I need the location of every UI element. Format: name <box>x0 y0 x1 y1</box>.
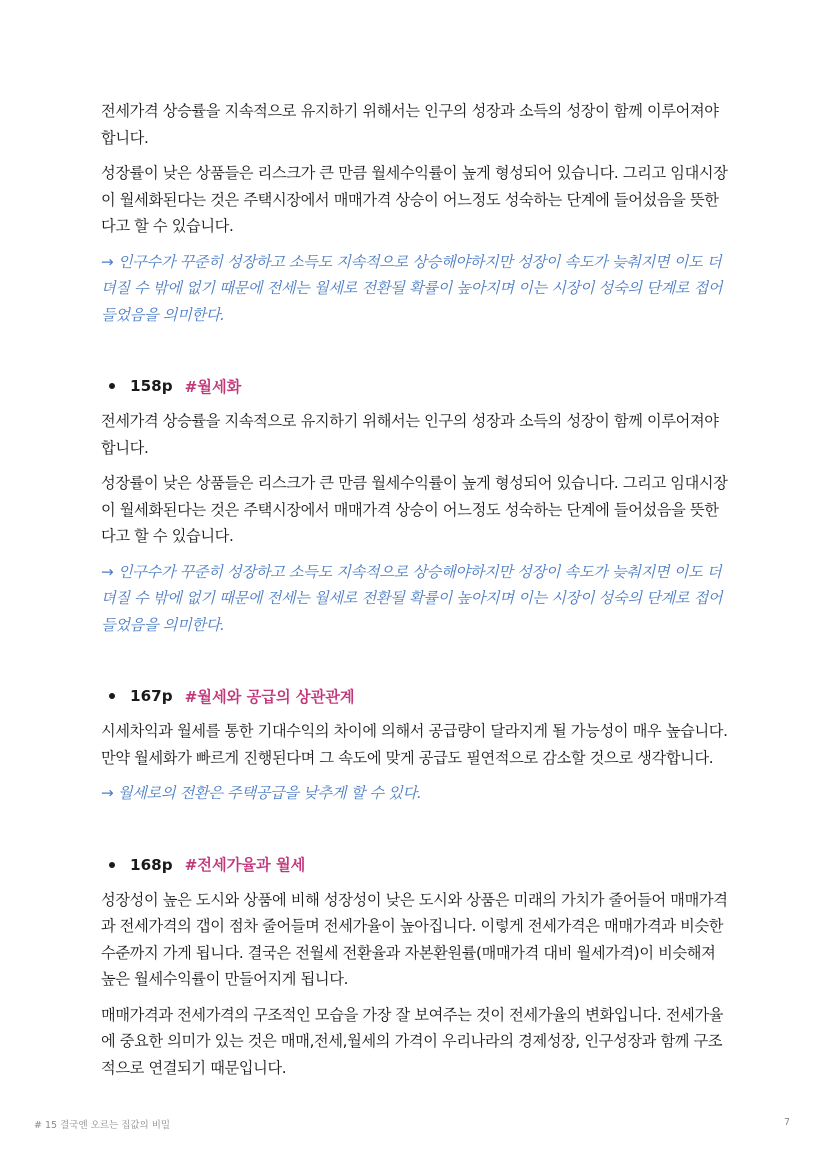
paragraph: 매매가격과 전세가격의 구조적인 모습을 가장 잘 보여주는 것이 전세가율의 변화입니다. 전세가율에 중요한 의미가 있는 것은 매매,전세,월세의 가격이 우리나라의 경제성장, 인구성장과 함께 구조적으로 연결되기 때문입니다. <box>101 1005 724 1077</box>
section-heading <box>101 372 729 400</box>
page-reference: 158p <box>130 377 173 395</box>
page-number: 7 <box>784 1117 791 1128</box>
section-167p <box>101 682 729 807</box>
hashtag: #전세가율과 월세 <box>184 856 306 874</box>
document-body <box>101 98 729 1090</box>
hashtag: #월세와 공급의 상관관계 <box>184 687 355 706</box>
bullet-icon <box>109 693 115 699</box>
note: → 인구수가 꾸준히 성장하고 소득도 지속적으로 상승해야하지만 성장이 속도가 늦춰지면 이도 더뎌질 수 밖에 없기 때문에 전세는 월세로 전환될 확률이 높아지며 이는 시장이 성숙의 단계로 접어들었음을 의미한다. <box>101 562 723 634</box>
section-168p <box>101 851 729 1082</box>
section-158p <box>101 372 729 638</box>
section-heading <box>101 682 729 710</box>
page-reference: 167p <box>130 687 173 705</box>
hashtag: #월세화 <box>184 377 242 396</box>
paragraph: 성장성이 높은 도시와 상품에 비해 성장성이 낮은 도시와 상품은 미래의 가치가 줄어들어 매매가격과 전세가격의 갭이 점차 줄어들며 전세가율이 높아집니다. 이렇게 전세가격은 매매가격과 비슷한 수준까지 가게 됩니다. 결국은 전월세 전환율과 자본환원률(매매가격 대비 월세가격)이 비슷해져 높은 월세수익률이 만들어지게 됩니다. <box>101 890 728 988</box>
section-heading <box>101 851 729 879</box>
note: → 월세로의 전환은 주택공급을 낮추게 할 수 있다. <box>101 784 422 802</box>
paragraph: 성장률이 낮은 상품들은 리스크가 큰 만큼 월세수익률이 높게 형성되어 있습니다. 그리고 임대시장이 월세화된다는 것은 주택시장에서 매매가격 상승이 어느정도 성숙하는 단계에 들어섰음을 뜻한다고 할 수 있습니다. <box>101 474 728 545</box>
bullet-icon <box>109 383 115 389</box>
page-reference: 168p <box>130 855 173 874</box>
footer-title: # 15 결국엔 오르는 집값의 비밀 <box>34 1120 171 1131</box>
section-intro <box>101 98 729 328</box>
note: → 인구수가 꾸준히 성장하고 소득도 지속적으로 상승해야하지만 성장이 속도가 늦춰지면 이도 더뎌질 수 밖에 없기 때문에 전세는 월세로 전환될 확률이 높아지며 이는 시장이 성숙의 단계로 접어들었음을 의미한다. <box>101 252 723 324</box>
paragraph: 전세가격 상승률을 지속적으로 유지하기 위해서는 인구의 성장과 소득의 성장이 함께 이루어져야 합니다. <box>101 412 719 457</box>
paragraph: 전세가격 상승률을 지속적으로 유지하기 위해서는 인구의 성장과 소득의 성장이 함께 이루어져야 합니다. <box>101 102 719 147</box>
paragraph: 시세차익과 월세를 통한 기대수익의 차이에 의해서 공급량이 달라지게 될 가능성이 매우 높습니다. 만약 월세화가 빠르게 진행된다며 그 속도에 맞게 공급도 필연적으로 감소할 것으로 생각합니다. <box>101 722 728 767</box>
paragraph: 성장률이 낮은 상품들은 리스크가 큰 만큼 월세수익률이 높게 형성되어 있습니다. 그리고 임대시장이 월세화된다는 것은 주택시장에서 매매가격 상승이 어느정도 성숙하는 단계에 들어섰음을 뜻한다고 할 수 있습니다. <box>101 164 728 235</box>
bullet-icon <box>109 862 115 868</box>
